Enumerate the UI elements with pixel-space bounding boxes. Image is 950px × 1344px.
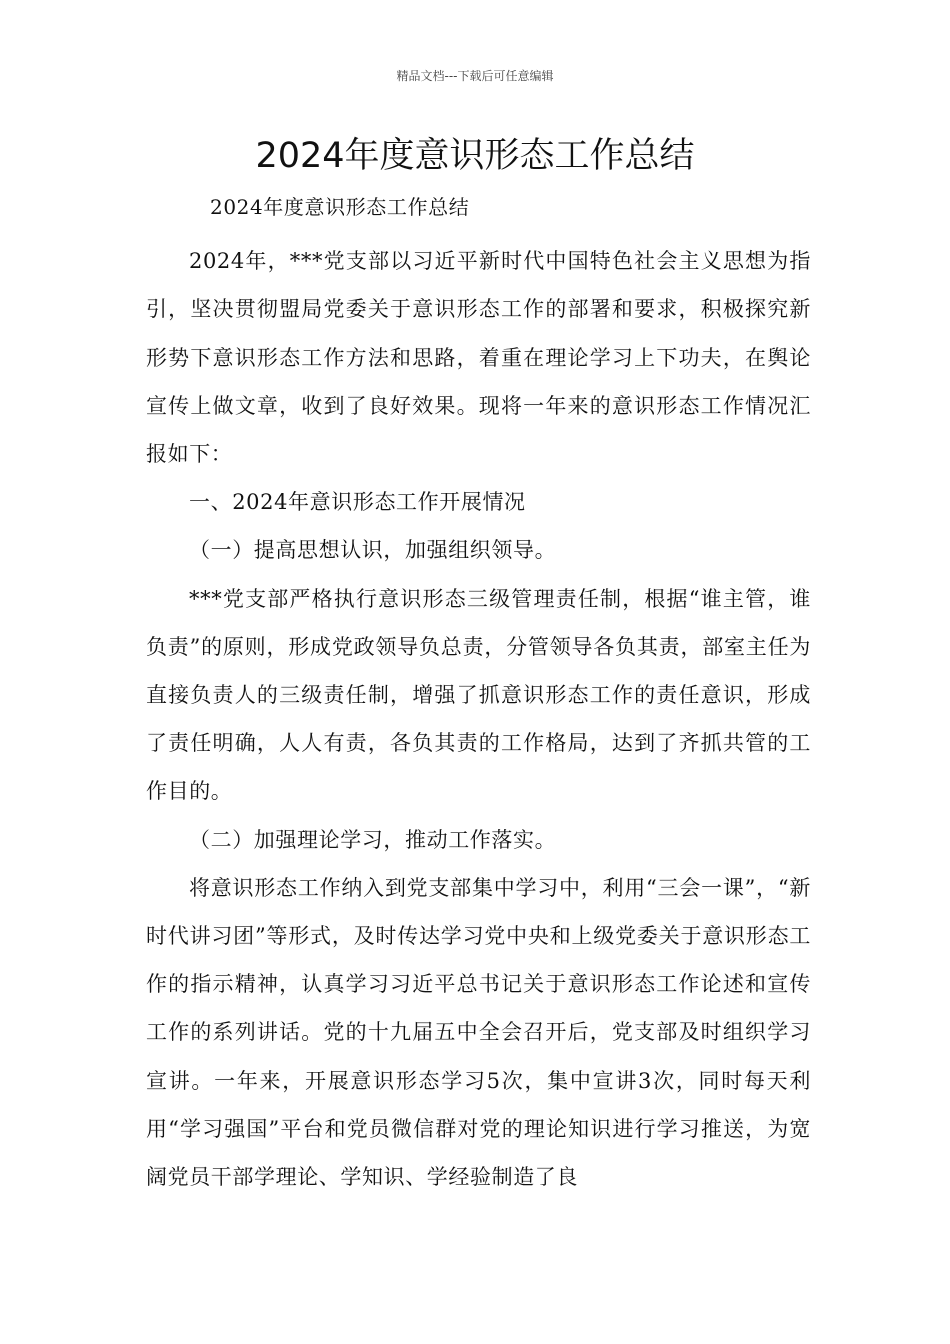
header-note: 精品文档---下载后可任意编辑	[396, 69, 554, 83]
document-subtitle: 2024年度意识形态工作总结	[210, 195, 470, 219]
paragraph-intro: 2024年，***党支部以习近平新时代中国特色社会主义思想为指引，坚决贯彻盟局党委关于意识形态工作的部署和要求，积极探究新形势下意识形态工作方法和思路，着重在理论学习上下功夫，在舆论宣传上做文章，收到了良好效果。现将一年来的意识形态工作情况汇报如下：	[146, 249, 811, 467]
subsection-heading-2: （二）加强理论学习，推动工作落实。	[189, 827, 557, 852]
paragraph-responsibility: ***党支部严格执行意识形态三级管理责任制，根据“谁主管，谁负责”的原则，形成党政领导负总责，分管领导各负其责，部室主任为直接负责人的三级责任制，增强了抓意识形态工作的责任意识，形成了责任明确，人人有责，各负其责的工作格局，达到了齐抓共管的工作目的。	[146, 586, 811, 804]
paragraph-study: 将意识形态工作纳入到党支部集中学习中，利用“三会一课”，“新时代讲习团”等形式，及时传达学习党中央和上级党委关于意识形态工作的指示精神，认真学习习近平总书记关于意识形态工作论述和宣传工作的系列讲话。党的十九届五中全会召开后，党支部及时组织学习宣讲。一年来，开展意识形态学习5次，集中宣讲3次，同时每天利用“学习强国”平台和党员微信群对党的理论知识进行学习推送，为宽阔党员干部学理论、学知识、学经验制造了良	[146, 875, 811, 1190]
section-heading-1: 一、2024年意识形态工作开展情况	[189, 490, 526, 515]
document-body	[146, 183, 811, 1201]
subsection-heading-1: （一）提高思想认识，加强组织领导。	[189, 538, 557, 563]
document-title: 2024年度意识形态工作总结	[255, 136, 695, 176]
